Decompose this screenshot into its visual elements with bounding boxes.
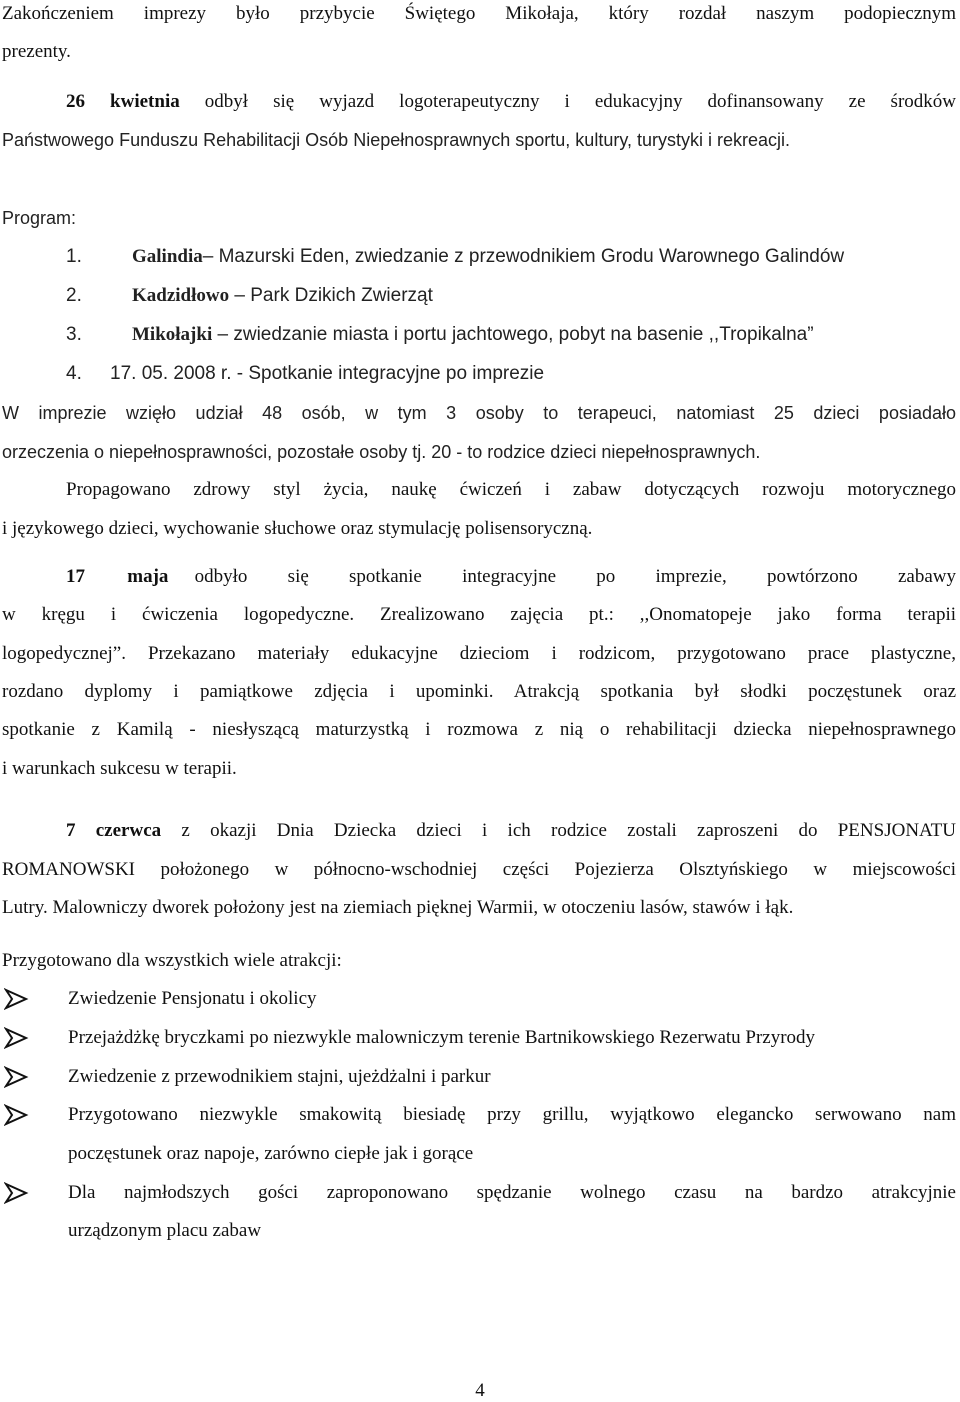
- attractions-heading: Przygotowano dla wszystkich wiele atrakcji:: [2, 950, 342, 971]
- program-item-text: – Mazurski Eden, zwiedzanie z przewodnikiem Grodu Warownego Galindów: [202, 246, 845, 267]
- june-line-3: Lutry. Malowniczy dworek położony jest na ziemiach pięknej Warmii, w otoczeniu lasów, stawów i łąk.: [2, 897, 794, 918]
- april-line-2: Państwowego Funduszu Rehabilitacji Osób Niepełnosprawnych sportu, kultury, turystyki i rekreacji.: [2, 130, 791, 150]
- program-item-text: 17. 05. 2008 r. - Spotkanie integracyjne po imprezie: [110, 363, 545, 384]
- may-line-3: logopedycznej”. Przekazano materiały edukacyjne dzieciom i rodzicom, przygotowano prace plastyczne,: [2, 643, 956, 664]
- program-item-text: – Park Dzikich Zwierząt: [229, 285, 433, 306]
- may-line-2: w kręgu i ćwiczenia logopedyczne. Zrealizowano zajęcia pt.: ,,Onomatopeje jako forma terapii: [2, 604, 956, 625]
- meeting-line-2: orzeczenia o niepełnosprawności, pozostałe osoby tj. 20 - to rodzice dzieci niepełnosprawnych.: [2, 442, 761, 462]
- program-item-number: 2.: [66, 285, 82, 306]
- intro-line-1: Zakończeniem imprezy było przybycie Świętego Mikołaja, który rozdał naszym podopiecznym: [2, 3, 956, 24]
- april-line-1-text: odbył się wyjazd logoterapeutyczny i edukacyjny dofinansowany ze środków: [179, 91, 956, 112]
- program-label: Program:: [2, 208, 77, 228]
- arrow-bullet-icon: [4, 1103, 32, 1127]
- meeting-line-3: Propagowano zdrowy styl życia, naukę ćwiczeń i zabaw dotyczących rozwoju motorycznego: [66, 479, 956, 500]
- may-line-4: rozdano dyplomy i pamiątkowe zdjęcia i upominki. Atrakcją spotkania był słodki poczęstunek oraz: [2, 681, 956, 702]
- program-item-number: 1.: [66, 246, 82, 267]
- meeting-line-1: W imprezie wzięło udział 48 osób, w tym 3 osoby to terapeuci, natomiast 25 dzieci posiadało: [2, 403, 956, 423]
- april-date: 26 kwietnia: [66, 91, 180, 112]
- may-line-6: i warunkach sukcesu w terapii.: [2, 758, 237, 779]
- arrow-bullet-icon: [4, 1181, 32, 1205]
- bullet-item: Dla najmłodszych gości zaproponowano spędzanie wolnego czasu na bardzo atrakcyjnie: [68, 1182, 956, 1203]
- bullet-item: Przygotowano niezwykle smakowitą biesiadę przy grillu, wyjątkowo elegancko serwowano nam: [68, 1104, 956, 1125]
- may-date: 17 maja: [66, 566, 169, 587]
- bullet-item: Zwiedzenie z przewodnikiem stajni, ujeżdżalni i parkur: [68, 1066, 491, 1087]
- june-line-1-text: z okazji Dnia Dziecka dzieci i ich rodzice zostali zaproszeni do PENSJONATU: [181, 820, 956, 841]
- program-item-title: Kadzidłowo: [132, 285, 230, 306]
- april-line-1: [66, 90, 956, 114]
- program-item-number: 4.: [66, 363, 82, 384]
- june-date: 7 czerwca: [66, 820, 162, 841]
- program-item-number: 3.: [66, 324, 82, 345]
- meeting-line-4: i językowego dzieci, wychowanie słuchowe oraz stymulację polisensoryczną.: [2, 518, 593, 539]
- bullet-item-continuation: urządzonym placu zabaw: [68, 1220, 262, 1241]
- arrow-bullet-icon: [4, 1065, 32, 1089]
- bullet-item: Przejażdżkę bryczkami po niezwykle malowniczym terenie Bartnikowskiego Rezerwatu Przyrody: [68, 1027, 816, 1048]
- june-line-1: [66, 819, 956, 843]
- program-item-text: – zwiedzanie miasta i portu jachtowego, pobyt na basenie ,,Tropikalna”: [212, 324, 814, 345]
- bullet-item: Zwiedzenie Pensjonatu i okolicy: [68, 988, 317, 1009]
- program-item-title: Galindia: [132, 246, 203, 267]
- arrow-bullet-icon: [4, 1026, 32, 1050]
- bullet-item-continuation: poczęstunek oraz napoje, zarówno ciepłe jak i gorące: [68, 1143, 474, 1164]
- program-item-title: Mikołajki: [132, 324, 213, 345]
- page-number: 4: [475, 1380, 485, 1401]
- may-line-1-text: odbyło się spotkanie integracyjne po imprezie, powtórzono zabawy: [194, 566, 956, 587]
- arrow-bullet-icon: [4, 987, 32, 1011]
- may-line-5: spotkanie z Kamilą - niesłyszącą maturzystką i rozmowa z nią o rehabilitacji dziecka niepełnosprawnego: [2, 719, 956, 740]
- may-line-1: [66, 565, 956, 589]
- intro-line-2: prezenty.: [2, 41, 71, 62]
- june-line-2: ROMANOWSKI położonego w północno-wschodniej części Pojezierza Olsztyńskiego w miejscowości: [2, 859, 956, 880]
